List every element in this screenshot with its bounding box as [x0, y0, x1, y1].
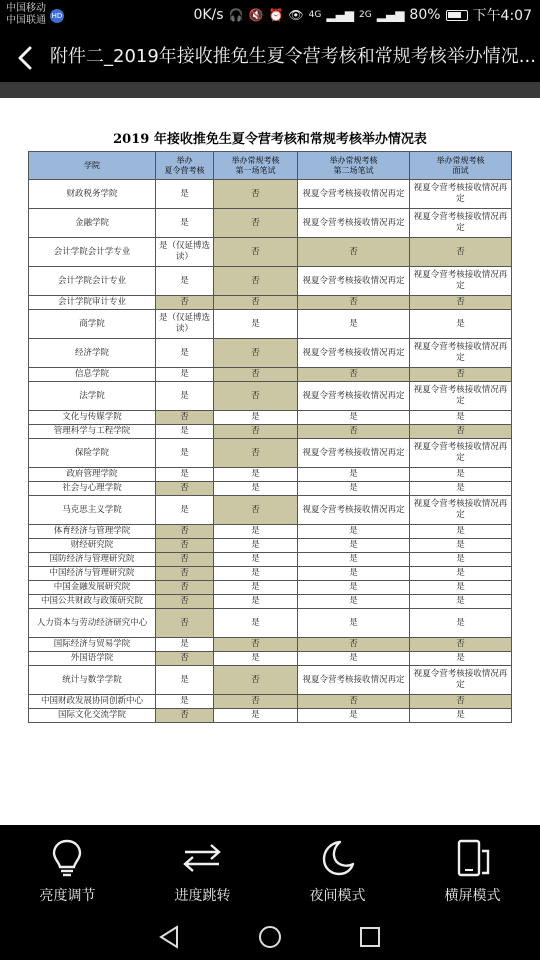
status-cell: 是 — [298, 468, 410, 482]
status-cell: 是 — [156, 638, 214, 652]
table-row — [29, 310, 512, 339]
table-row — [29, 425, 512, 439]
status-cell: 是 — [214, 482, 298, 496]
status-cell: 是 — [298, 525, 410, 539]
table-row — [29, 382, 512, 411]
status-cell: 是 — [298, 652, 410, 666]
college-cell: 会计学院审计专业 — [29, 296, 156, 310]
college-cell: 会计学院会计学专业 — [29, 238, 156, 267]
status-cell: 是 — [214, 567, 298, 581]
status-cell: 视夏令营考核接收情况再定 — [298, 496, 410, 525]
status-cell: 否 — [214, 238, 298, 267]
status-cell: 是 — [214, 539, 298, 553]
status-cell: 是 — [410, 609, 512, 638]
college-cell: 社会与心理学院 — [29, 482, 156, 496]
college-cell: 财政税务学院 — [29, 180, 156, 209]
status-cell: 否 — [410, 638, 512, 652]
status-cell: 是 — [156, 267, 214, 296]
college-cell: 商学院 — [29, 310, 156, 339]
circle-home-icon — [255, 923, 285, 951]
network-2g-label: 2G — [359, 10, 372, 20]
status-cell: 是 — [214, 581, 298, 595]
college-cell: 政府管理学院 — [29, 468, 156, 482]
status-cell: 否 — [156, 652, 214, 666]
nav-back-button[interactable] — [155, 923, 185, 951]
table-row — [29, 482, 512, 496]
document-title: 附件二_2019年接收推免生夏令营考核和常规考核举办情况... — [50, 46, 536, 67]
hd-badge: HD — [50, 9, 64, 23]
status-cell: 是 — [410, 567, 512, 581]
column-header: 学院 — [29, 152, 156, 180]
table-row — [29, 695, 512, 709]
status-cell: 否 — [214, 638, 298, 652]
status-cell: 是 — [410, 310, 512, 339]
progress-jump-button[interactable] — [135, 825, 270, 915]
status-cell: 否 — [214, 439, 298, 468]
landscape-mode-button[interactable] — [405, 825, 540, 915]
status-cell: 是 — [298, 595, 410, 609]
night-mode-label: 夜间模式 — [309, 888, 366, 904]
status-cell: 是 — [156, 666, 214, 695]
night-mode-button[interactable] — [270, 825, 405, 915]
college-cell: 国防经济与管理研究院 — [29, 553, 156, 567]
status-cell: 视夏令营考核接收情况再定 — [410, 267, 512, 296]
battery-percent: 80% — [409, 7, 441, 23]
table-row — [29, 567, 512, 581]
table-row — [29, 525, 512, 539]
status-cell: 视夏令营考核接收情况再定 — [410, 439, 512, 468]
college-cell: 体育经济与管理学院 — [29, 525, 156, 539]
table-row — [29, 180, 512, 209]
status-cell: 是 — [156, 180, 214, 209]
status-cell: 否 — [298, 296, 410, 310]
college-cell: 中国经济与管理研究院 — [29, 567, 156, 581]
status-cell: 是 — [410, 468, 512, 482]
status-bar — [0, 0, 540, 32]
status-cell: 是 — [214, 709, 298, 723]
status-cell: 视夏令营考核接收情况再定 — [410, 209, 512, 238]
table-row — [29, 411, 512, 425]
status-cell: 是 — [156, 468, 214, 482]
status-cell: 否 — [410, 238, 512, 267]
status-cell: 否 — [214, 180, 298, 209]
status-cell: 是（仅延博选读） — [156, 238, 214, 267]
carrier-1: 中国移动 — [6, 3, 46, 14]
status-cell: 是 — [214, 310, 298, 339]
status-cell: 视夏令营考核接收情况再定 — [298, 267, 410, 296]
college-cell: 统计与数学学院 — [29, 666, 156, 695]
college-cell: 中国金融发展研究院 — [29, 581, 156, 595]
signal-icon: ▂▄▆ — [326, 8, 355, 22]
status-cell: 否 — [156, 595, 214, 609]
page-gap — [0, 82, 540, 98]
college-cell: 中国公共财政与政策研究院 — [29, 595, 156, 609]
status-cell: 否 — [298, 238, 410, 267]
status-cell: 否 — [156, 581, 214, 595]
document-heading: 2019 年接收推免生夏令营考核和常规考核举办情况表 — [113, 132, 427, 147]
status-cell: 否 — [214, 382, 298, 411]
status-cell: 否 — [156, 709, 214, 723]
status-cell: 否 — [214, 695, 298, 709]
status-cell: 否 — [214, 267, 298, 296]
status-cell: 否 — [156, 296, 214, 310]
status-cell: 是 — [214, 609, 298, 638]
status-cell: 是 — [156, 695, 214, 709]
college-cell: 国际文化交流学院 — [29, 709, 156, 723]
status-cell: 是 — [156, 496, 214, 525]
status-cell: 是 — [410, 652, 512, 666]
status-cell: 否 — [410, 296, 512, 310]
arrows-swap-icon — [181, 837, 223, 879]
status-cell: 否 — [214, 209, 298, 238]
table-row — [29, 581, 512, 595]
status-cell: 否 — [410, 368, 512, 382]
status-cell: 是 — [298, 553, 410, 567]
status-cell: 是 — [214, 411, 298, 425]
nav-home-button[interactable] — [255, 923, 285, 951]
triangle-back-icon — [155, 923, 185, 951]
table-row — [29, 209, 512, 238]
signal-2-icon: ▂▄▆ — [376, 8, 405, 22]
status-cell: 否 — [410, 425, 512, 439]
system-nav-bar — [0, 915, 540, 960]
status-cell: 视夏令营考核接收情况再定 — [410, 382, 512, 411]
table-row — [29, 595, 512, 609]
table-row — [29, 496, 512, 525]
status-cell: 否 — [214, 339, 298, 368]
status-cell: 是 — [298, 567, 410, 581]
status-cell: 视夏令营考核接收情况再定 — [298, 339, 410, 368]
college-cell: 会计学院会计专业 — [29, 267, 156, 296]
status-cell: 是 — [156, 339, 214, 368]
college-cell: 外国语学院 — [29, 652, 156, 666]
status-cell: 是 — [298, 609, 410, 638]
college-cell: 国际经济与贸易学院 — [29, 638, 156, 652]
status-cell: 视夏令营考核接收情况再定 — [410, 339, 512, 368]
status-cell: 是 — [298, 709, 410, 723]
status-cell: 是 — [298, 310, 410, 339]
college-cell: 金融学院 — [29, 209, 156, 238]
square-recent-icon — [355, 923, 385, 951]
status-cell: 否 — [156, 567, 214, 581]
progress-jump-label: 进度跳转 — [174, 888, 231, 904]
moon-icon — [316, 837, 358, 879]
brightness-button[interactable] — [0, 825, 135, 915]
chevron-left-icon — [16, 46, 34, 70]
headset-icon: 🎧 — [228, 8, 244, 22]
status-cell: 视夏令营考核接收情况再定 — [298, 180, 410, 209]
status-cell: 否 — [214, 296, 298, 310]
reader-toolbar — [0, 825, 540, 915]
table-row — [29, 553, 512, 567]
table-row — [29, 296, 512, 310]
table-row — [29, 267, 512, 296]
rotate-phone-icon — [451, 837, 493, 879]
column-header: 举办常规考核 面试 — [410, 152, 512, 180]
column-header: 举办常规考核 第一场笔试 — [214, 152, 298, 180]
college-cell: 经济学院 — [29, 339, 156, 368]
table-row — [29, 238, 512, 267]
college-cell: 信息学院 — [29, 368, 156, 382]
status-cell: 否 — [156, 553, 214, 567]
status-cell: 否 — [410, 695, 512, 709]
status-cell: 是 — [156, 209, 214, 238]
status-cell: 是 — [410, 709, 512, 723]
status-cell: 否 — [156, 411, 214, 425]
college-cell: 中国财政发展协同创新中心 — [29, 695, 156, 709]
battery-fill — [448, 12, 462, 18]
alarm-icon: ⏰ — [268, 8, 284, 22]
table-row — [29, 468, 512, 482]
network-4g-label: 4G — [308, 10, 322, 20]
status-cell: 是 — [410, 539, 512, 553]
status-cell: 否 — [298, 425, 410, 439]
carrier-2: 中国联通 — [6, 15, 46, 26]
college-cell: 管理科学与工程学院 — [29, 425, 156, 439]
column-header: 举办常规考核 第二场笔试 — [298, 152, 410, 180]
network-speed: 0K/s — [193, 7, 224, 23]
battery-icon — [446, 10, 468, 21]
status-cell: 视夏令营考核接收情况再定 — [410, 496, 512, 525]
status-cell: 是 — [410, 482, 512, 496]
status-cell: 是 — [214, 553, 298, 567]
status-cell: 否 — [298, 638, 410, 652]
status-cell: 是 — [156, 425, 214, 439]
status-cell: 视夏令营考核接收情况再定 — [298, 666, 410, 695]
admission-table — [28, 151, 512, 723]
brightness-label: 亮度调节 — [39, 888, 96, 904]
status-cell: 否 — [298, 695, 410, 709]
status-cell: 是 — [298, 482, 410, 496]
table-row — [29, 652, 512, 666]
status-cell: 否 — [156, 482, 214, 496]
status-cell: 否 — [156, 609, 214, 638]
table-row — [29, 439, 512, 468]
status-cell: 视夏令营考核接收情况再定 — [410, 666, 512, 695]
status-cell: 否 — [214, 425, 298, 439]
status-cell: 是（仅延博选读） — [156, 310, 214, 339]
nav-recent-button[interactable] — [355, 923, 385, 951]
status-cell: 视夏令营考核接收情况再定 — [298, 209, 410, 238]
document-page[interactable] — [0, 98, 540, 825]
column-header: 举办 夏令营考核 — [156, 152, 214, 180]
status-cell: 是 — [410, 411, 512, 425]
status-cell: 是 — [298, 539, 410, 553]
bulb-icon — [46, 837, 88, 879]
title-bar — [0, 32, 540, 82]
status-cell: 是 — [156, 368, 214, 382]
status-cell: 是 — [410, 581, 512, 595]
status-cell: 否 — [214, 368, 298, 382]
table-row — [29, 539, 512, 553]
status-cell: 是 — [156, 439, 214, 468]
status-cell: 是 — [410, 595, 512, 609]
status-cell: 是 — [298, 411, 410, 425]
status-icons — [193, 6, 532, 24]
status-cell: 是 — [410, 525, 512, 539]
table-row — [29, 666, 512, 695]
status-cell: 否 — [214, 666, 298, 695]
table-row — [29, 638, 512, 652]
status-cell: 是 — [410, 553, 512, 567]
college-cell: 人力资本与劳动经济研究中心 — [29, 609, 156, 638]
status-cell: 是 — [214, 652, 298, 666]
back-button[interactable] — [8, 38, 44, 76]
table-row — [29, 709, 512, 723]
status-cell: 否 — [298, 368, 410, 382]
status-cell: 是 — [214, 525, 298, 539]
college-cell: 马克思主义学院 — [29, 496, 156, 525]
table-row — [29, 609, 512, 638]
landscape-mode-label: 横屏模式 — [444, 888, 501, 904]
carrier-info — [6, 3, 46, 27]
status-cell: 视夏令营考核接收情况再定 — [298, 382, 410, 411]
status-cell: 否 — [156, 539, 214, 553]
status-cell: 是 — [156, 382, 214, 411]
status-cell: 是 — [214, 595, 298, 609]
status-cell: 否 — [156, 525, 214, 539]
table-body — [29, 180, 512, 723]
college-cell: 法学院 — [29, 382, 156, 411]
college-cell: 保险学院 — [29, 439, 156, 468]
mute-icon: 🔇 — [248, 8, 264, 22]
table-row — [29, 368, 512, 382]
status-cell: 是 — [298, 581, 410, 595]
status-cell: 视夏令营考核接收情况再定 — [410, 180, 512, 209]
eye-icon: 👁 — [288, 8, 304, 22]
status-cell: 视夏令营考核接收情况再定 — [298, 439, 410, 468]
table-row — [29, 339, 512, 368]
status-cell: 是 — [214, 468, 298, 482]
college-cell: 财经研究院 — [29, 539, 156, 553]
table-header-row — [29, 152, 512, 180]
college-cell: 文化与传媒学院 — [29, 411, 156, 425]
clock: 下午4:07 — [472, 8, 532, 24]
status-cell: 否 — [214, 496, 298, 525]
